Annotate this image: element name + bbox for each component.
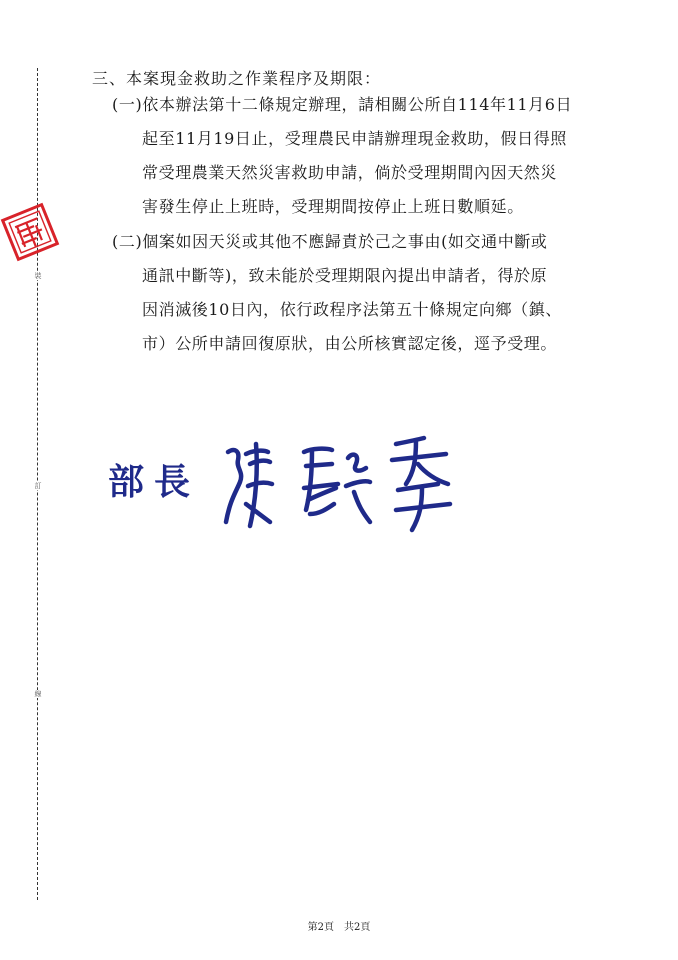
binding-mark-zhuang: 裝 xyxy=(34,272,42,280)
section-heading: 三、本案現金救助之作業程序及期限： xyxy=(92,69,382,88)
paragraph-line: 常受理農業天然災害救助申請，倘於受理期間內因天然災 xyxy=(142,163,558,182)
binding-mark-xian: 線 xyxy=(34,690,42,698)
page-number: 第2頁 共2頁 xyxy=(307,922,371,933)
paragraph-line: 市）公所申請回復原狀，由公所核實認定後，逕予受理。 xyxy=(142,334,558,353)
red-seal-stamp xyxy=(0,201,61,263)
signature-block xyxy=(108,430,468,540)
paragraph-line: (一)依本辦法第十二條規定辦理，請相關公所自114年11月6日 xyxy=(112,95,573,114)
binding-mark-ding: 訂 xyxy=(34,482,42,490)
paragraph-line: (二)個案如因天災或其他不應歸責於己之事由(如交通中斷或 xyxy=(112,232,548,251)
handwritten-signature xyxy=(220,430,460,540)
minister-title: 部長 xyxy=(108,461,201,503)
paragraph-line: 通訊中斷等)，致未能於受理期限內提出申請者，得於原 xyxy=(142,266,548,285)
paragraph-line: 起至11月19日止，受理農民申請辦理現金救助，假日得照 xyxy=(142,129,567,148)
paragraph-line: 因消滅後10日內，依行政程序法第五十條規定向鄉（鎮、 xyxy=(142,300,562,319)
procedure-item-1 xyxy=(112,88,622,224)
procedure-item-2 xyxy=(112,225,622,361)
paragraph-line: 害發生停止上班時，受理期間按停止上班日數順延。 xyxy=(142,197,524,216)
